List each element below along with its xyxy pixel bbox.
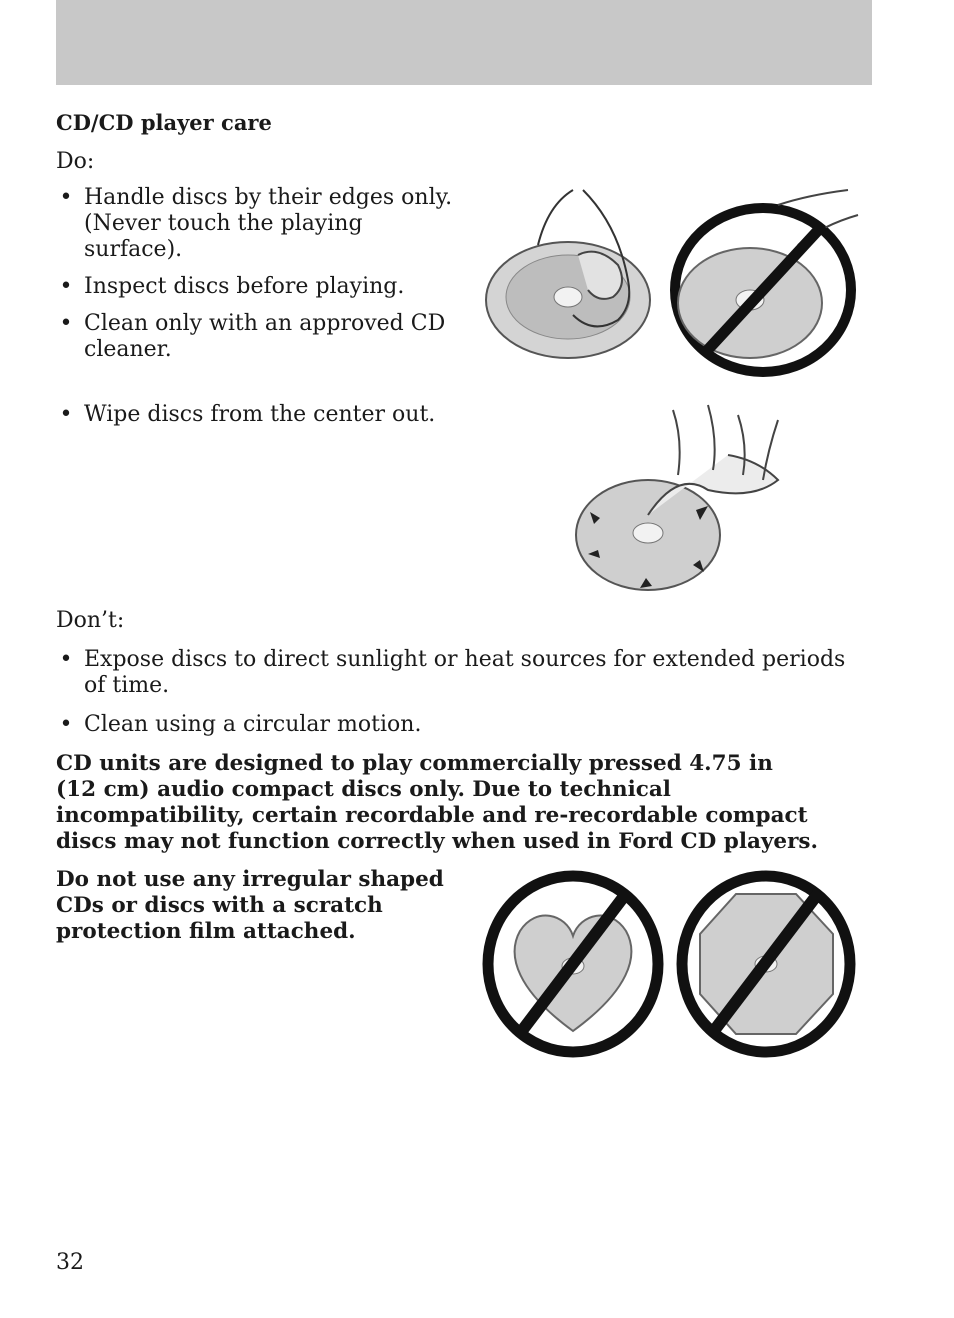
- irregular-disc-figure: [478, 866, 872, 1062]
- handle-disc-figure: [478, 185, 872, 380]
- list-item-text: Clean using a circular motion.: [84, 712, 422, 737]
- list-item-text: surface).: [84, 237, 183, 262]
- hand-holding-disc-icon: [486, 190, 650, 358]
- list-item-text: of time.: [84, 673, 170, 698]
- list-item-text: Wipe discs from the center out.: [84, 402, 436, 427]
- wipe-disc-figure: [478, 400, 872, 595]
- list-item-text: Handle discs by their edges only.: [84, 185, 453, 210]
- bullet-icon: •: [59, 185, 73, 210]
- hand-wiping-disc-icon: [576, 405, 778, 590]
- bullet-icon: •: [59, 647, 73, 672]
- list-item-text: Expose discs to direct sunlight or heat sources for extended periods: [84, 647, 846, 672]
- compatibility-notice: CD units are designed to play commercially pressed 4.75 in (12 cm) audio compact discs only. Due to technical incompatibility, certain recordable and re-recordable compact discs may not function correctly when used in Ford CD players.: [56, 751, 819, 854]
- do-label: Do:: [56, 149, 95, 174]
- list-item-text: Clean only with an approved CD: [84, 311, 446, 336]
- header-bar: [56, 0, 872, 85]
- list-item-text: cleaner.: [84, 337, 172, 362]
- list-item-text: Inspect discs before playing.: [84, 274, 405, 299]
- list-item-text: (Never touch the playing: [84, 211, 363, 236]
- bullet-icon: •: [59, 712, 73, 737]
- prohibited-sign-icon: [675, 190, 858, 372]
- octagon-shaped-disc-icon: [682, 876, 850, 1052]
- dont-label: Don’t:: [56, 608, 125, 633]
- page-number: 32: [56, 1250, 84, 1275]
- section-title: CD/CD player care: [56, 110, 272, 135]
- heart-shaped-disc-icon: [488, 876, 658, 1052]
- bullet-icon: •: [59, 274, 73, 299]
- bullet-icon: •: [59, 402, 73, 427]
- bullet-icon: •: [59, 311, 73, 336]
- irregular-disc-warning: Do not use any irregular shaped CDs or discs with a scratch protection film attached.: [56, 867, 444, 944]
